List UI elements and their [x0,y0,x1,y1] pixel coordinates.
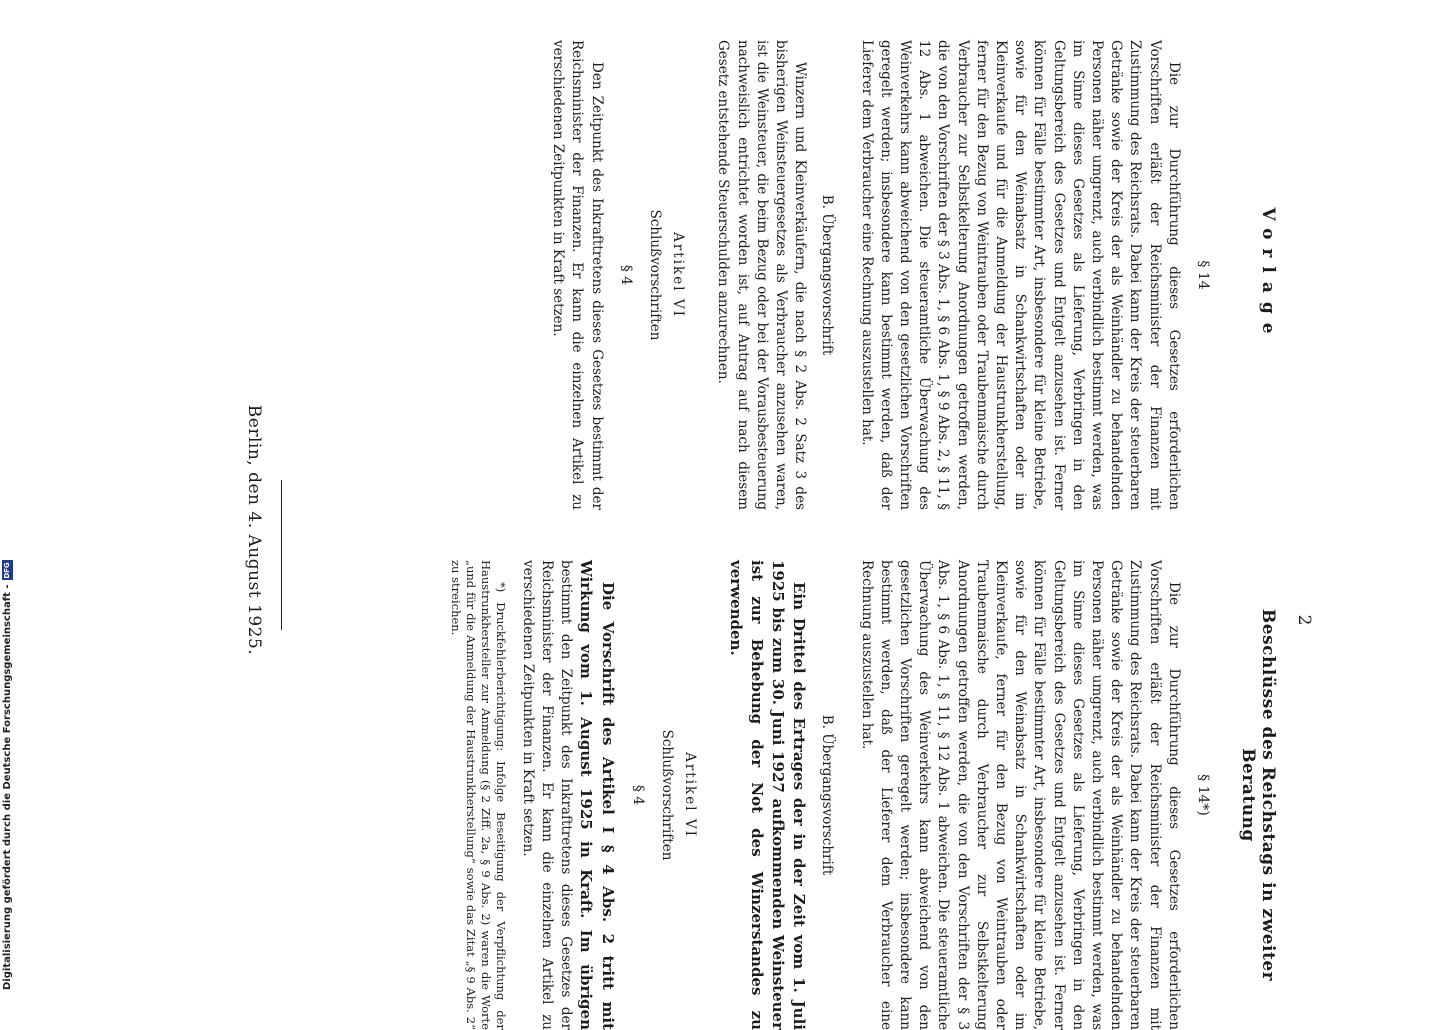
left-column-header: Vorlage [1258,207,1278,343]
section-4-text [518,560,618,1030]
section-4-heading: § 4 [617,264,634,286]
section-14-text: Die zur Durchführung dieses Gesetzes erforderlichen Vorschriften erläßt der Reichsminister der Finanzen mit Zustimmung des Reichsrats. Dabei kann der Kreis der steuerbaren Getränke sowie der Kreis der als Weinhändler zu behandelnden Personen näher umgrenzt, auch verbindlich bestimmt werden, was im Sinne dieses Gesetzes als Lieferung, Verbringen in den Geltungsbereich des Gesetzes und Entgelt anzusehen ist. Ferner können für Fälle bestimmter Art, insbesondere für kleine Betriebe, sowie für den Weinabsatz in Schankwirtschaften oder im Kleinverkaufe, ferner für den Bezug von Weintrauben oder Traubenmaische durch Verbraucher zur Selbstkelterung Anordnungen getroffen werden, die von den Vorschriften der § 3 Abs. 1, § 6 Abs. 1, § 11, § 12 Abs. 1 abweichen. Die steueramtliche Überwachung des Weinverkehrs kann abweichend von den gesetzlichen Vorschriften geregelt werden; insbesondere kann bestimmt werden, daß der Lieferer dem Verbraucher eine Rechnung auszustellen hat. [858,560,1182,1030]
footnote: *) Druckfehlerberichtigung: Infolge Beseitigung der Verpflichtung der Haustrunkhersteller zur Anmeldung (§ 2 Ziff. 2a, § 9 Abs. 2) waren die Worte „und für die Anmeldung der Haustrunkherstellung“ sowie das Zitat „§ 9 Abs. 2“ zu streichen. [448,560,508,1030]
place-date-signature: Berlin, den 4. August 1925. [244,404,264,656]
transition-heading: B. Übergangsvorschrift [819,714,836,876]
section-14-text: Die zur Durchführung dieses Gesetzes erforderlichen Vorschriften erläßt der Reichsminister der Finanzen mit Zustimmung des Reichsrats. Dabei kann der Kreis der steuerbaren Getränke sowie der Kreis der als Weinhändler zu behandelnden Personen näher umgrenzt, auch verbindlich bestimmt werden, was im Sinne dieses Gesetzes als Lieferung, Verbringen in den Geltungsbereich des Gesetzes und Entgelt anzusehen ist. Ferner können für Fälle bestimmter Art, insbesondere für kleine Betriebe, sowie für den Weinabsatz in Schankwirtschaften oder im Kleinverkaufe und für die Anmeldung der Haustrunkherstellung, ferner für den Bezug von Weintrauben oder Traubenmaische durch Verbraucher zur Selbstkelterung Anordnungen getroffen werden, die von den Vorschriften der § 3 Abs. 1, § 6 Abs. 1, § 9 Abs. 2, § 11, § 12 Abs. 1 abweichen. Die steueramtliche Überwachung des Weinverkehrs kann abweichend von den gesetzlichen Vorschriften geregelt werden; insbesondere kann bestimmt werden, daß der Lieferer dem Verbraucher eine Rechnung auszustellen hat. [858,40,1182,510]
final-provisions-heading: Schlußvorschriften [658,729,675,861]
section-14-heading: § 14 [1195,260,1211,290]
digitisation-footer [2,560,13,990]
transition-text: Ein Drittel des Ertrages der in der Zeit vom 1. Juli 1925 bis zum 30. Juni 1927 aufkommenden Weinsteuer ist zur Behebung der Not des Winzerstandes zu verwenden. [727,560,809,1030]
footer-text: Digitalisierung gefördert durch die Deutsche Forschungsgemeinschaft - [2,584,13,990]
dfg-logo-icon: DFG [3,562,11,579]
section-4-heading: § 4 [629,784,646,806]
transition-text: Winzern und Kleinverkäufern, die nach § 2 Abs. 2 Satz 3 des bisherigen Weinsteuergesetzes als Verbraucher anzusehen waren, ist die Weinsteuer, die beim Bezug oder bei der Vorausbesteuerung nachweislich entrichtet worden ist, auf Antrag auf nach diesem Gesetz entstehende Steuerschulden anzurechnen. [715,40,809,510]
article-vi-heading: Artikel VI [670,232,687,318]
right-column [448,560,1222,1030]
transition-heading: B. Übergangsvorschrift [819,194,836,356]
page-number: 2 [1294,614,1314,626]
signature-rule [281,480,282,630]
right-column-header: Beschlüsse des Reichstags in zweiter Beratung [1238,608,1278,982]
final-provisions-heading: Schlußvorschriften [646,209,663,341]
section-4-text: Den Zeitpunkt des Inkrafttretens dieses Gesetzes bestimmt der Reichsminister der Finanzen. Er kann die einzelnen Artikel zu verschiedenen Zeitpunkten in Kraft setzen. [550,40,605,510]
section-4-rest-text: bestimmt den Zeitpunkt des Inkrafttretens dieses Gesetzes der Reichsminister der Finanzen. Er kann die einzelnen Artikel zu verschiedenen Zeitpunkten in Kraft setzen. [519,560,575,1030]
section-4-bold-text: Die Vorschrift des Artikel I § 4 Abs. 2 tritt mit Wirkung vom 1. August 1925 in Kraft. Im übrigen [577,560,617,1030]
section-14-heading: § 14*) [1195,774,1211,816]
rotated-scan-page [164,40,1314,1030]
article-vi-heading: Artikel VI [682,752,699,838]
left-column [548,40,1222,510]
